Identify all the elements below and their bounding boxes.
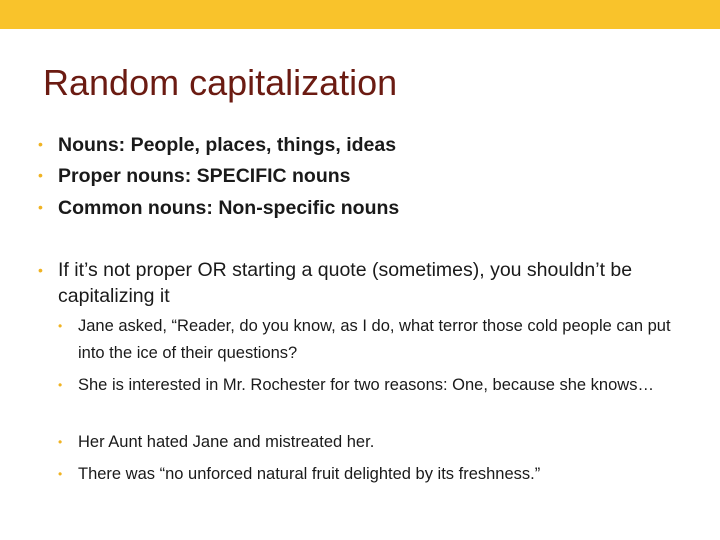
- bullet-dot-icon: •: [38, 136, 43, 152]
- bullet-text: If it’s not proper OR starting a quote (sometimes), you shouldn’t be capitalizing it: [58, 259, 633, 307]
- bullet-text: Proper nouns: SPECIFIC nouns: [58, 165, 351, 187]
- bullet-common-nouns: [38, 195, 399, 220]
- slide-title: Random capitalization: [43, 62, 398, 103]
- sub-bullet-fruit: [58, 461, 698, 488]
- bullet-main-rule: [38, 257, 678, 309]
- sub-bullet-text: Her Aunt hated Jane and mistreated her.: [78, 433, 375, 451]
- bullet-dot-icon: •: [38, 199, 43, 215]
- bullet-dot-icon: •: [38, 262, 43, 278]
- top-accent-bar: [0, 0, 720, 29]
- sub-bullet-text: Jane asked, “Reader, do you know, as I do, what terror those cold people can put into the ice of their questions?: [78, 317, 671, 362]
- bullet-dot-icon: •: [58, 319, 63, 333]
- sub-bullet-jane-asked: [58, 313, 698, 367]
- sub-bullet-text: She is interested in Mr. Rochester for two reasons: One, because she knows…: [78, 376, 654, 394]
- bullet-dot-icon: •: [38, 167, 43, 183]
- bullet-dot-icon: •: [58, 467, 63, 481]
- bullet-proper-nouns: [38, 163, 351, 188]
- sub-bullet-rochester: [58, 372, 698, 399]
- bullet-nouns: [38, 132, 396, 157]
- bullet-text: Nouns: People, places, things, ideas: [58, 134, 397, 156]
- sub-bullet-aunt: [58, 429, 698, 456]
- sub-bullet-text: There was “no unforced natural fruit delighted by its freshness.”: [78, 465, 541, 483]
- bullet-dot-icon: •: [58, 435, 63, 449]
- bullet-text: Common nouns: Non-specific nouns: [58, 197, 400, 219]
- bullet-dot-icon: •: [58, 378, 63, 392]
